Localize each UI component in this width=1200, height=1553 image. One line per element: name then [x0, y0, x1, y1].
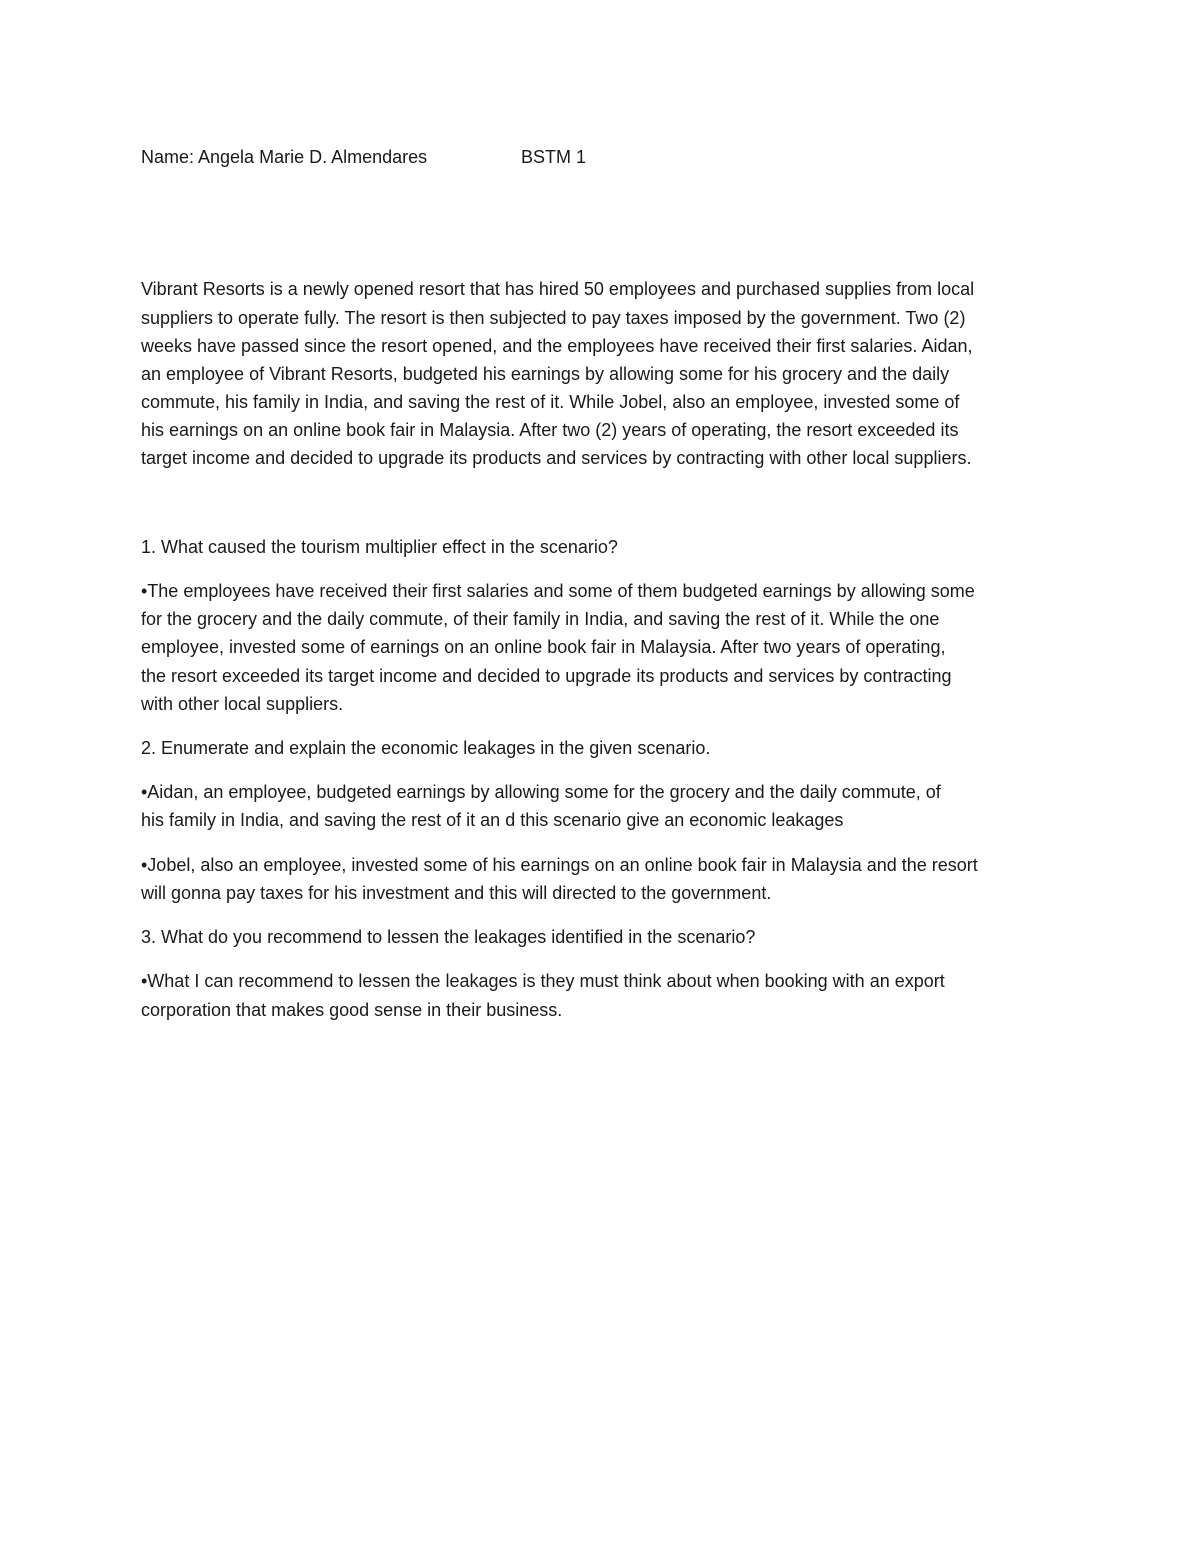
scenario-line: commute, his family in India, and saving the rest of it. While Jobel, also an employee, invested some of	[141, 392, 960, 412]
answer-2a-line: •Aidan, an employee, budgeted earnings by allowing some for the grocery and the daily commute, of	[141, 782, 941, 802]
scenario-line: weeks have passed since the resort opened, and the employees have received their first salaries. Aidan,	[141, 336, 973, 356]
student-course: BSTM 1	[521, 147, 587, 167]
scenario-line: Vibrant Resorts is a newly opened resort that has hired 50 employees and purchased supplies from local	[141, 279, 975, 299]
question-3: 3. What do you recommend to lessen the leakages identified in the scenario?	[141, 927, 756, 947]
answer-1-line: employee, invested some of earnings on an online book fair in Malaysia. After two years of operating,	[141, 637, 946, 657]
answer-2b-line: will gonna pay taxes for his investment and this will directed to the government.	[141, 883, 772, 903]
question-1: 1. What caused the tourism multiplier effect in the scenario?	[141, 537, 618, 557]
answer-3-line: corporation that makes good sense in their business.	[141, 1000, 563, 1020]
answer-2a-line: his family in India, and saving the rest of it an d this scenario give an economic leakages	[141, 810, 844, 830]
scenario-line: target income and decided to upgrade its products and services by contracting with other local suppliers.	[141, 448, 972, 468]
question-2: 2. Enumerate and explain the economic leakages in the given scenario.	[141, 738, 711, 758]
answer-3-line: •What I can recommend to lessen the leakages is they must think about when booking with an export	[141, 971, 945, 991]
answer-1-line: the resort exceeded its target income and decided to upgrade its products and services by contracting	[141, 666, 952, 686]
scenario-line: his earnings on an online book fair in Malaysia. After two (2) years of operating, the resort exceeded its	[141, 420, 959, 440]
answer-2b-line: •Jobel, also an employee, invested some of his earnings on an online book fair in Malaysia and the resort	[141, 855, 978, 875]
answer-1-line: for the grocery and the daily commute, of their family in India, and saving the rest of it. While the one	[141, 609, 940, 629]
answer-1-line: •The employees have received their first salaries and some of them budgeted earnings by allowing some	[141, 581, 975, 601]
scenario-line: an employee of Vibrant Resorts, budgeted his earnings by allowing some for his grocery and the daily	[141, 364, 950, 384]
student-name: Name: Angela Marie D. Almendares	[141, 147, 428, 167]
answer-1-line: with other local suppliers.	[141, 694, 344, 714]
scenario-line: suppliers to operate fully. The resort is then subjected to pay taxes imposed by the government. Two (2)	[141, 308, 966, 328]
